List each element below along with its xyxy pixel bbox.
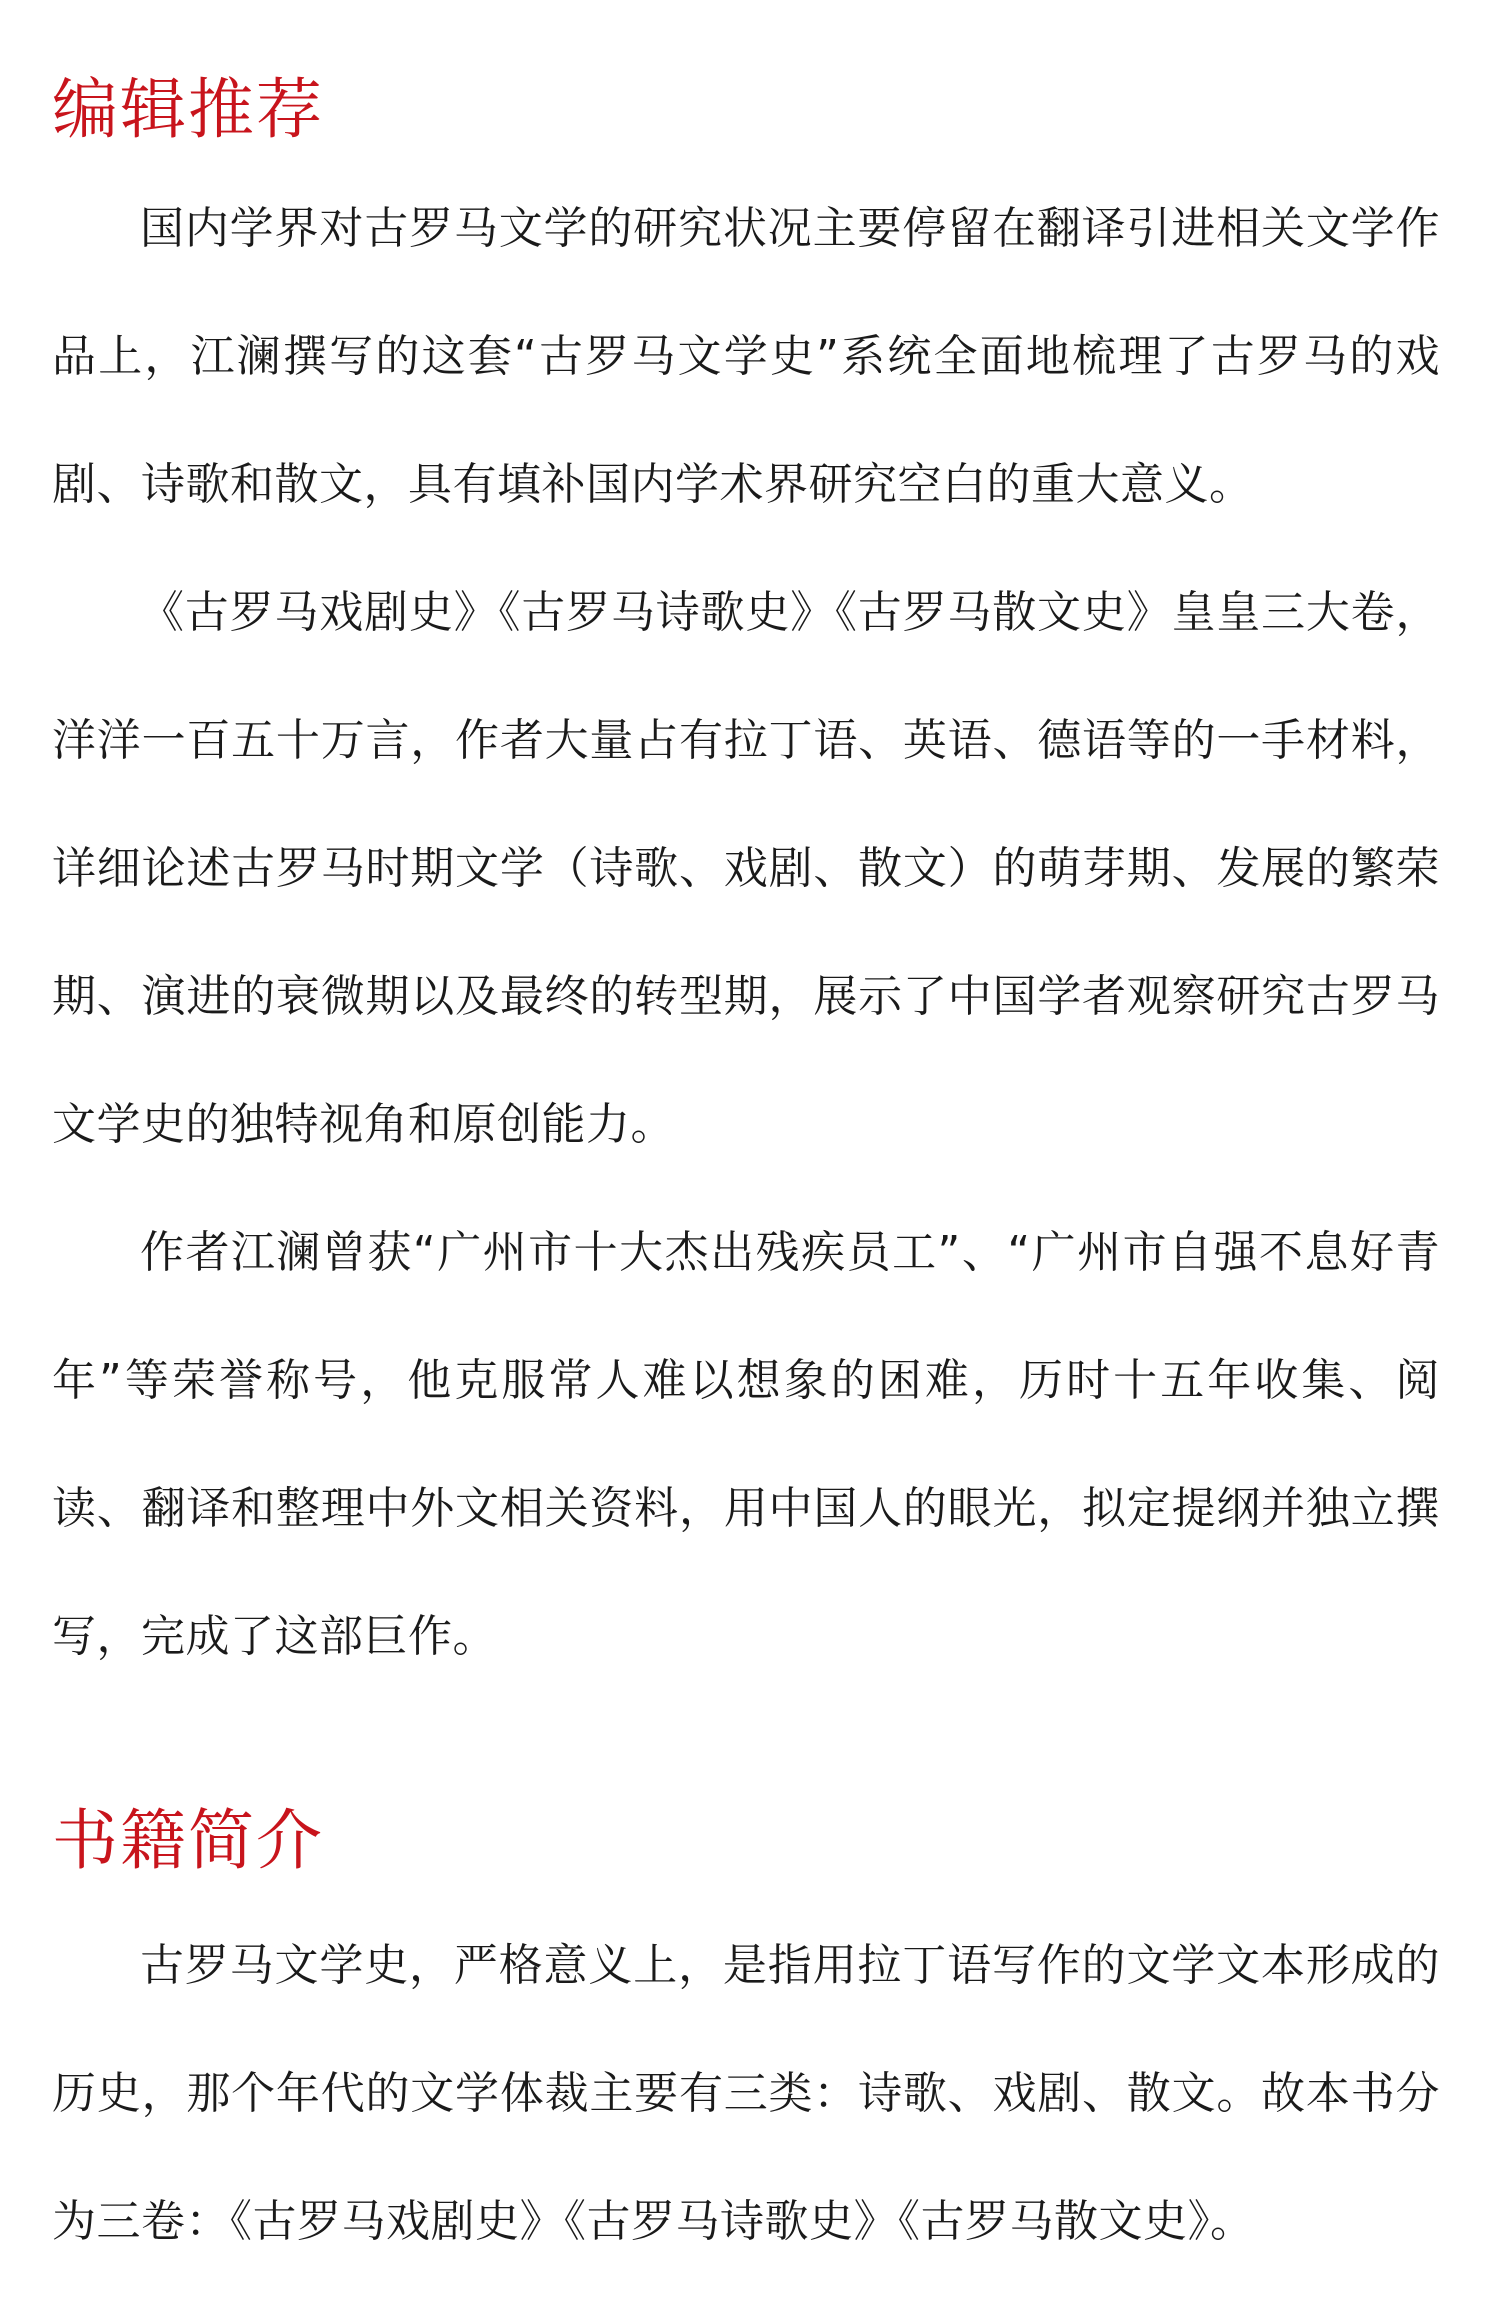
paragraph: 古罗马文学史，严格意义上，是指用拉丁语写作的文学文本形成的历史，那个年代的文学体裁主要有三类：诗歌、戏剧、散文。故本书分为三卷：《古罗马戏剧史》《古罗马诗歌史》《古罗马散文史》。 [52,1940,1440,2247]
editor-recommendation-body [52,165,1440,1701]
paragraph: 国内学界对古罗马文学的研究状况主要停留在翻译引进相关文学作品上，江澜撰写的这套“古罗马文学史”系统全面地梳理了古罗马的戏剧、诗歌和散文，具有填补国内学术界研究空白的重大意义。 [52,203,1440,510]
book-intro-heading: 书籍简介 [52,1802,324,1879]
editor-recommendation-heading: 编辑推荐 [52,71,324,148]
book-intro-body [52,1902,1440,2286]
paragraph: 作者江澜曾获“广州市十大杰出残疾员工”、“广州市自强不息好青年”等荣誉称号，他克服常人难以想象的困难，历时十五年收集、阅读、翻译和整理中外文相关资料，用中国人的眼光，拟定提纲并独立撰写，完成了这部巨作。 [52,1227,1440,1662]
paragraph: 《古罗马戏剧史》《古罗马诗歌史》《古罗马散文史》皇皇三大卷，洋洋一百五十万言，作者大量占有拉丁语、英语、德语等的一手材料，详细论述古罗马时期文学（诗歌、戏剧、散文）的萌芽期、发展的繁荣期、演进的衰微期以及最终的转型期，展示了中国学者观察研究古罗马文学史的独特视角和原创能力。 [52,587,1440,1150]
